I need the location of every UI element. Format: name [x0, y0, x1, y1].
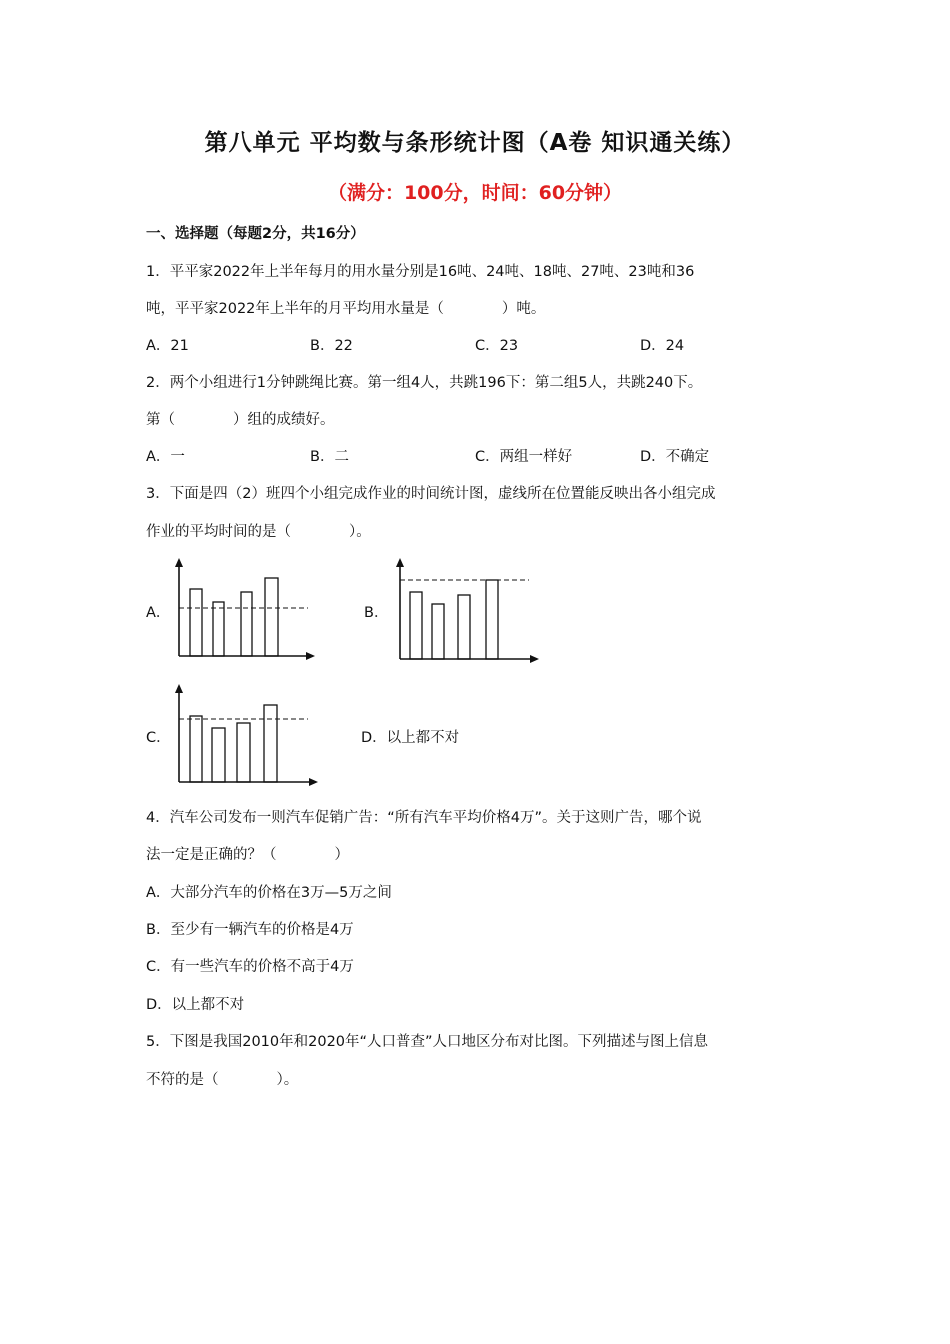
section-heading: 一、选择题（每题2分，共16分）	[146, 226, 365, 242]
q5-line2: 不符的是（ ）。	[146, 1072, 299, 1088]
q4-option-a[interactable]: A．大部分汽车的价格在3万—5万之间	[146, 885, 392, 901]
bar-group-4	[486, 580, 498, 659]
q3-line1: 3．下面是四（2）班四个小组完成作业的时间统计图，虚线所在位置能反映出各小组完成	[146, 486, 716, 502]
q1-line1: 1．平平家2022年上半年每月的用水量分别是16吨、24吨、18吨、27吨、23吨和36	[146, 264, 695, 280]
bar-group-1	[190, 589, 202, 656]
q3-option-c-label[interactable]: C．	[146, 730, 171, 746]
q4-option-d[interactable]: D．以上都不对	[146, 997, 245, 1013]
q2-option-c[interactable]: C．两组一样好	[475, 449, 573, 465]
q3-option-a-chart[interactable]	[170, 558, 315, 660]
q3-option-c-chart[interactable]	[170, 684, 318, 786]
bar-group-3	[241, 592, 252, 656]
q3-option-d[interactable]: D．以上都不对	[361, 730, 460, 746]
q4-line1: 4．汽车公司发布一则汽车促销广告：“所有汽车平均价格4万”。关于这则广告，哪个说	[146, 810, 702, 826]
q4-line2: 法一定是正确的？（ ）	[146, 847, 349, 863]
q3-option-b-chart[interactable]	[391, 558, 539, 664]
q2-option-a[interactable]: A．一	[146, 449, 185, 465]
x-axis-arrow-icon	[306, 652, 315, 660]
bar-group-4	[264, 705, 277, 782]
q1-option-a[interactable]: A．21	[146, 338, 189, 354]
q2-line2: 第（ ）组的成绩好。	[146, 412, 335, 428]
bar-group-3	[237, 723, 250, 782]
q2-line1: 2．两个小组进行1分钟跳绳比赛。第一组4人，共跳196下：第二组5人，共跳240下。	[146, 375, 703, 391]
y-axis-arrow-icon	[396, 558, 404, 567]
q1-option-c[interactable]: C．23	[475, 338, 519, 354]
x-axis-arrow-icon	[530, 655, 539, 663]
q1-line2: 吨，平平家2022年上半年的月平均用水量是（ ）吨。	[146, 301, 546, 317]
q2-option-b[interactable]: B．二	[310, 449, 349, 465]
y-axis-arrow-icon	[175, 558, 183, 567]
x-axis-arrow-icon	[309, 778, 318, 786]
q5-line1: 5．下图是我国2010年和2020年“人口普查”人口地区分布对比图。下列描述与图上信息	[146, 1034, 709, 1050]
q1-option-b[interactable]: B．22	[310, 338, 353, 354]
q3-option-b-label[interactable]: B．	[364, 605, 389, 621]
bar-group-2	[213, 602, 224, 656]
bar-group-1	[410, 592, 422, 659]
q3-line2: 作业的平均时间的是（ ）。	[146, 524, 371, 540]
q2-option-d[interactable]: D．不确定	[640, 449, 710, 465]
q1-option-d[interactable]: D．24	[640, 338, 685, 354]
bar-group-4	[265, 578, 278, 656]
page-subtitle: （满分：100分，时间：60分钟）	[327, 182, 623, 204]
page-title: 第八单元 平均数与条形统计图（A卷 知识通关练）	[204, 130, 746, 156]
bar-group-1	[190, 716, 202, 782]
y-axis-arrow-icon	[175, 684, 183, 693]
bar-group-2	[432, 604, 444, 659]
bar-group-3	[458, 595, 470, 659]
q4-option-c[interactable]: C．有一些汽车的价格不高于4万	[146, 959, 354, 975]
q3-option-a-label[interactable]: A．	[146, 605, 171, 621]
q4-option-b[interactable]: B．至少有一辆汽车的价格是4万	[146, 922, 354, 938]
bar-group-2	[212, 728, 225, 782]
